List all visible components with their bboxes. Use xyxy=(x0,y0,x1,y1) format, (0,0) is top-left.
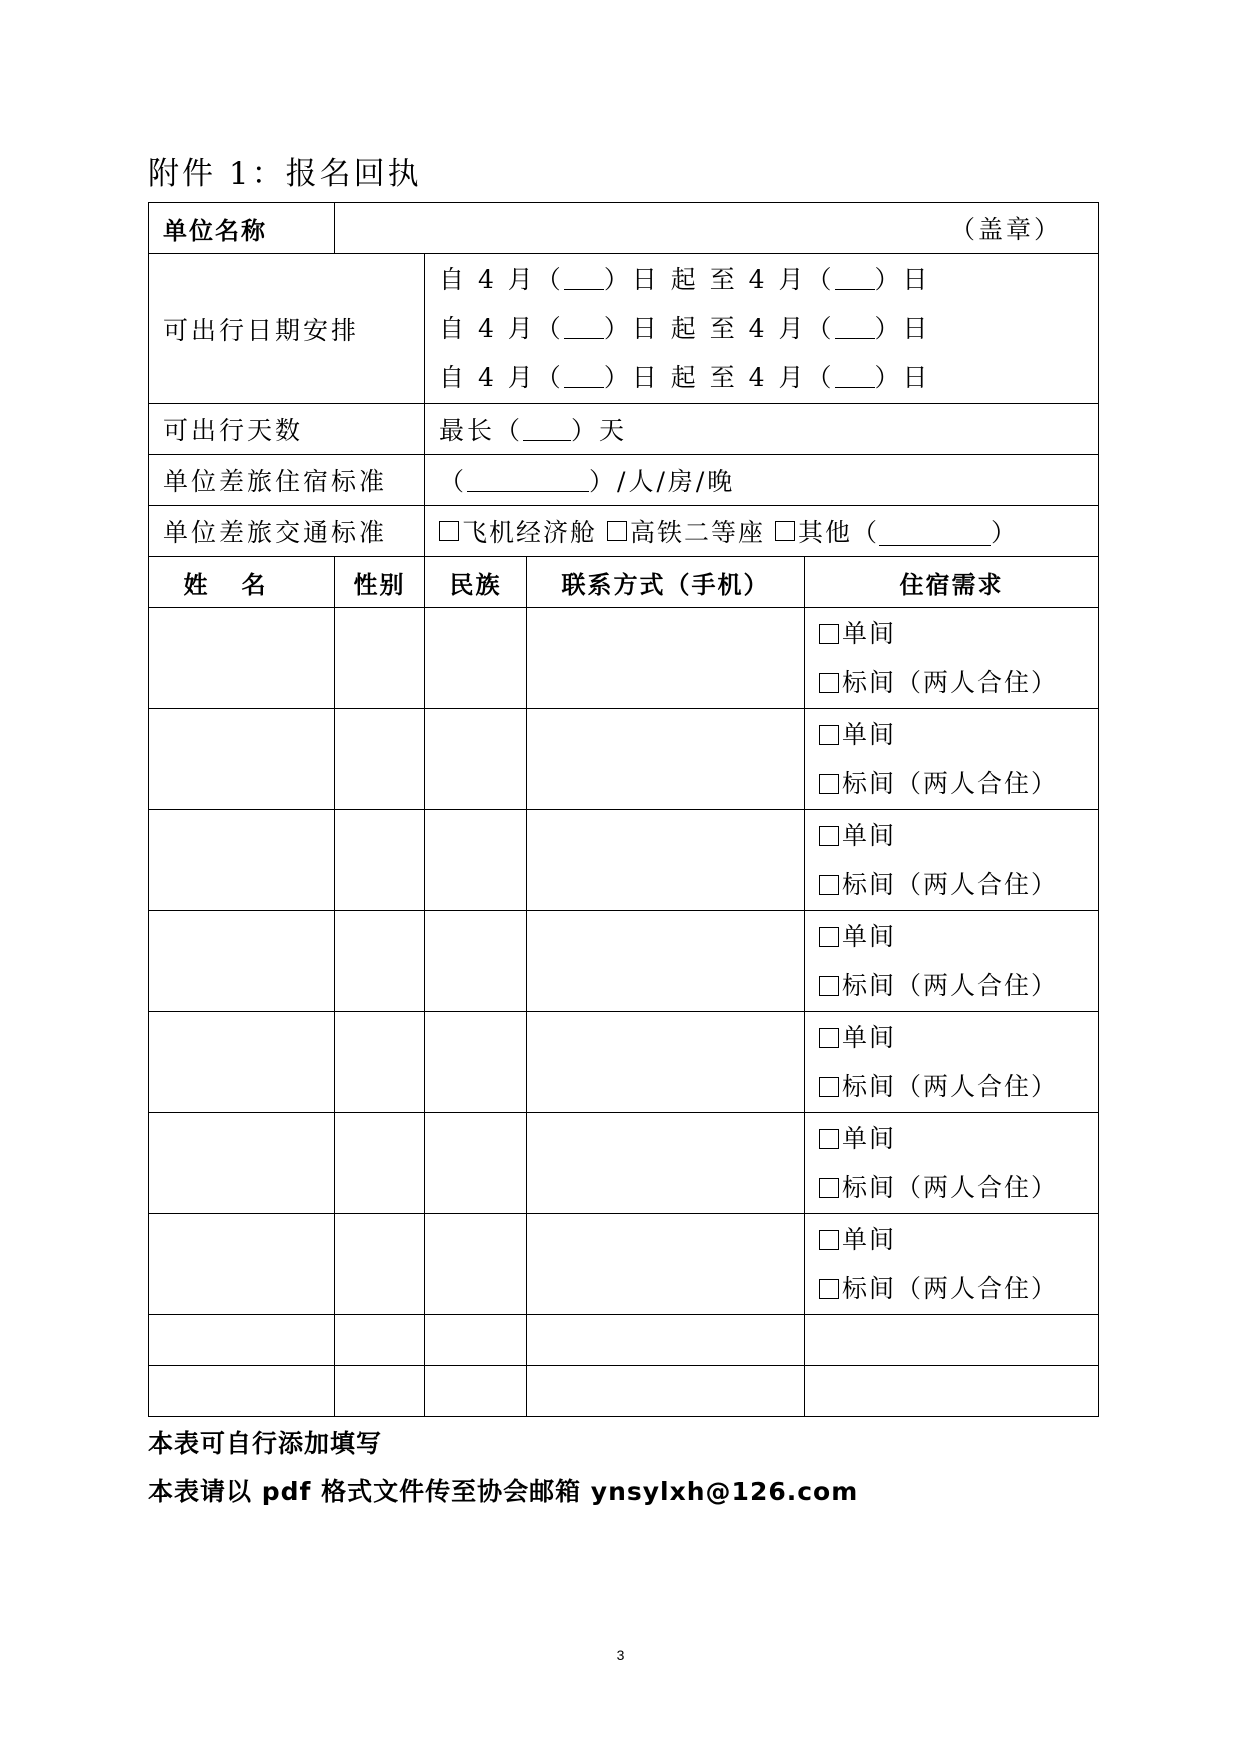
name-cell[interactable] xyxy=(149,608,335,709)
dates-row xyxy=(149,254,1099,404)
name-cell[interactable] xyxy=(149,911,335,1012)
date-text: ）日 xyxy=(874,363,931,392)
page-title: 附件 1：报名回执 xyxy=(148,156,422,192)
empty-row xyxy=(149,1366,1099,1417)
gender-cell[interactable] xyxy=(335,1214,425,1315)
option-label: 标间（两人合住） xyxy=(842,1173,1059,1202)
attendee-row xyxy=(149,1113,1099,1214)
end-day-blank[interactable] xyxy=(835,309,875,339)
single-room-option[interactable] xyxy=(819,811,1098,860)
option-label: 单间 xyxy=(842,720,897,749)
lodging-cell[interactable] xyxy=(805,1366,1099,1417)
note-add-rows: 本表可自行添加填写 xyxy=(148,1429,383,1458)
header-lodging: 住宿需求 xyxy=(805,557,1099,608)
option-label: 单间 xyxy=(842,619,897,648)
checkbox-icon[interactable] xyxy=(819,826,839,846)
option-label: 标间（两人合住） xyxy=(842,870,1059,899)
checkbox-icon[interactable] xyxy=(439,521,459,541)
checkbox-icon[interactable] xyxy=(819,1028,839,1048)
gender-cell[interactable] xyxy=(335,608,425,709)
lodging-cell xyxy=(805,911,1099,1012)
gender-cell[interactable] xyxy=(335,1315,425,1366)
date-line-2 xyxy=(439,304,1098,353)
ethnicity-cell[interactable] xyxy=(425,1214,527,1315)
transport-std-field xyxy=(425,506,1099,557)
unit-label: 单位名称 xyxy=(149,203,335,254)
ethnicity-cell[interactable] xyxy=(425,1113,527,1214)
lodging-std-text: （ xyxy=(439,467,468,496)
contact-cell[interactable] xyxy=(527,810,805,911)
attendee-row xyxy=(149,911,1099,1012)
note-submit-email: 本表请以 pdf 格式文件传至协会邮箱 ynsylxh@126.com xyxy=(148,1477,859,1506)
ethnicity-cell[interactable] xyxy=(425,608,527,709)
gender-cell[interactable] xyxy=(335,709,425,810)
contact-cell[interactable] xyxy=(527,1214,805,1315)
option-label: 高铁二等座 xyxy=(630,518,766,547)
lodging-cell xyxy=(805,608,1099,709)
lodging-cell xyxy=(805,1113,1099,1214)
start-day-blank[interactable] xyxy=(564,309,604,339)
header-ethnicity: 民族 xyxy=(425,557,527,608)
unit-field[interactable] xyxy=(335,203,1099,254)
double-room-option[interactable] xyxy=(819,860,1098,909)
name-cell[interactable] xyxy=(149,1012,335,1113)
date-line-1 xyxy=(439,255,1098,304)
header-name-text: 姓名 xyxy=(183,570,300,599)
option-label: 其他（ xyxy=(798,518,880,547)
other-transport-blank[interactable] xyxy=(879,516,991,546)
lodging-cell[interactable] xyxy=(805,1315,1099,1366)
transport-std-row xyxy=(149,506,1099,557)
end-day-blank[interactable] xyxy=(835,260,875,290)
name-cell[interactable] xyxy=(149,1214,335,1315)
date-text: 自 4 月（ xyxy=(439,265,564,294)
date-text: ）日 起 至 4 月（ xyxy=(603,363,835,392)
contact-cell[interactable] xyxy=(527,1113,805,1214)
end-day-blank[interactable] xyxy=(835,358,875,388)
contact-cell[interactable] xyxy=(527,1366,805,1417)
dates-field xyxy=(425,254,1099,404)
single-room-option[interactable] xyxy=(819,912,1098,961)
registration-form xyxy=(148,202,1099,1417)
date-text: ）日 xyxy=(874,314,931,343)
option-label: ） xyxy=(991,518,1019,547)
contact-cell[interactable] xyxy=(527,911,805,1012)
header-contact: 联系方式（手机） xyxy=(527,557,805,608)
double-room-option[interactable] xyxy=(819,658,1098,707)
option-label: 标间（两人合住） xyxy=(842,769,1059,798)
lodging-cell xyxy=(805,1012,1099,1113)
checkbox-icon[interactable] xyxy=(819,976,839,996)
days-blank[interactable] xyxy=(523,411,571,441)
notes xyxy=(148,1420,858,1516)
checkbox-icon[interactable] xyxy=(819,1279,839,1299)
checkbox-icon[interactable] xyxy=(819,673,839,693)
attendee-row xyxy=(149,608,1099,709)
date-line-3 xyxy=(439,353,1098,402)
date-text: ）日 起 至 4 月（ xyxy=(603,265,835,294)
name-cell[interactable] xyxy=(149,709,335,810)
contact-cell[interactable] xyxy=(527,608,805,709)
days-text: ）天 xyxy=(571,416,628,445)
gender-cell[interactable] xyxy=(335,810,425,911)
lodging-std-label: 单位差旅住宿标准 xyxy=(149,455,425,506)
name-cell[interactable] xyxy=(149,1113,335,1214)
transport-option-flight[interactable] xyxy=(439,513,597,549)
header-name xyxy=(149,557,335,608)
option-label: 单间 xyxy=(842,1124,897,1153)
gender-cell[interactable] xyxy=(335,1113,425,1214)
option-label: 标间（两人合住） xyxy=(842,1274,1059,1303)
name-cell[interactable] xyxy=(149,810,335,911)
option-label: 单间 xyxy=(842,1225,897,1254)
attendee-header-row xyxy=(149,557,1099,608)
option-label: 单间 xyxy=(842,922,897,951)
attendee-row xyxy=(149,1214,1099,1315)
days-text: 最长（ xyxy=(439,416,524,445)
single-room-option[interactable] xyxy=(819,1013,1098,1062)
checkbox-icon[interactable] xyxy=(819,774,839,794)
date-text: ）日 起 至 4 月（ xyxy=(603,314,835,343)
option-label: 飞机经济舱 xyxy=(462,518,598,547)
contact-cell[interactable] xyxy=(527,1012,805,1113)
single-room-option[interactable] xyxy=(819,1215,1098,1264)
attendee-row xyxy=(149,810,1099,911)
option-label: 单间 xyxy=(842,1023,897,1052)
name-cell[interactable] xyxy=(149,1315,335,1366)
ethnicity-cell[interactable] xyxy=(425,1315,527,1366)
double-room-option[interactable] xyxy=(819,1163,1098,1212)
lodging-cell xyxy=(805,1214,1099,1315)
checkbox-icon[interactable] xyxy=(607,521,627,541)
lodging-std-field xyxy=(425,455,1099,506)
header-gender: 性别 xyxy=(335,557,425,608)
lodging-std-text: ）/人/房/晚 xyxy=(589,467,736,496)
checkbox-icon[interactable] xyxy=(819,1178,839,1198)
checkbox-icon[interactable] xyxy=(819,875,839,895)
ethnicity-cell[interactable] xyxy=(425,911,527,1012)
checkbox-icon[interactable] xyxy=(819,1230,839,1250)
checkbox-icon[interactable] xyxy=(775,521,795,541)
ethnicity-cell[interactable] xyxy=(425,1012,527,1113)
page-number: 3 xyxy=(616,1647,625,1663)
option-label: 标间（两人合住） xyxy=(842,971,1059,1000)
seal-text: （盖章） xyxy=(950,215,1063,244)
single-room-option[interactable] xyxy=(819,1114,1098,1163)
checkbox-icon[interactable] xyxy=(819,1129,839,1149)
gender-cell[interactable] xyxy=(335,911,425,1012)
contact-cell[interactable] xyxy=(527,1315,805,1366)
lodging-cell xyxy=(805,810,1099,911)
gender-cell[interactable] xyxy=(335,1366,425,1417)
ethnicity-cell[interactable] xyxy=(425,810,527,911)
unit-row xyxy=(149,203,1099,254)
start-day-blank[interactable] xyxy=(564,260,604,290)
checkbox-icon[interactable] xyxy=(819,927,839,947)
dates-label: 可出行日期安排 xyxy=(149,254,425,404)
days-field xyxy=(425,404,1099,455)
ethnicity-cell[interactable] xyxy=(425,709,527,810)
days-row xyxy=(149,404,1099,455)
start-day-blank[interactable] xyxy=(564,358,604,388)
option-label: 标间（两人合住） xyxy=(842,668,1059,697)
date-text: 自 4 月（ xyxy=(439,314,564,343)
single-room-option[interactable] xyxy=(819,710,1098,759)
empty-row xyxy=(149,1315,1099,1366)
double-room-option[interactable] xyxy=(819,961,1098,1010)
gender-cell[interactable] xyxy=(335,1012,425,1113)
double-room-option[interactable] xyxy=(819,1264,1098,1313)
option-label: 单间 xyxy=(842,821,897,850)
lodging-std-blank[interactable] xyxy=(467,462,589,492)
transport-option-rail[interactable] xyxy=(607,513,765,549)
lodging-std-row xyxy=(149,455,1099,506)
double-room-option[interactable] xyxy=(819,759,1098,808)
attendee-row xyxy=(149,1012,1099,1113)
checkbox-icon[interactable] xyxy=(819,1077,839,1097)
double-room-option[interactable] xyxy=(819,1062,1098,1111)
checkbox-icon[interactable] xyxy=(819,624,839,644)
option-label: 标间（两人合住） xyxy=(842,1072,1059,1101)
days-label: 可出行天数 xyxy=(149,404,425,455)
single-room-option[interactable] xyxy=(819,609,1098,658)
checkbox-icon[interactable] xyxy=(819,725,839,745)
date-text: 自 4 月（ xyxy=(439,363,564,392)
transport-option-other[interactable] xyxy=(775,513,1018,549)
name-cell[interactable] xyxy=(149,1366,335,1417)
transport-std-label: 单位差旅交通标准 xyxy=(149,506,425,557)
lodging-cell xyxy=(805,709,1099,810)
date-text: ）日 xyxy=(874,265,931,294)
contact-cell[interactable] xyxy=(527,709,805,810)
ethnicity-cell[interactable] xyxy=(425,1366,527,1417)
attendee-row xyxy=(149,709,1099,810)
